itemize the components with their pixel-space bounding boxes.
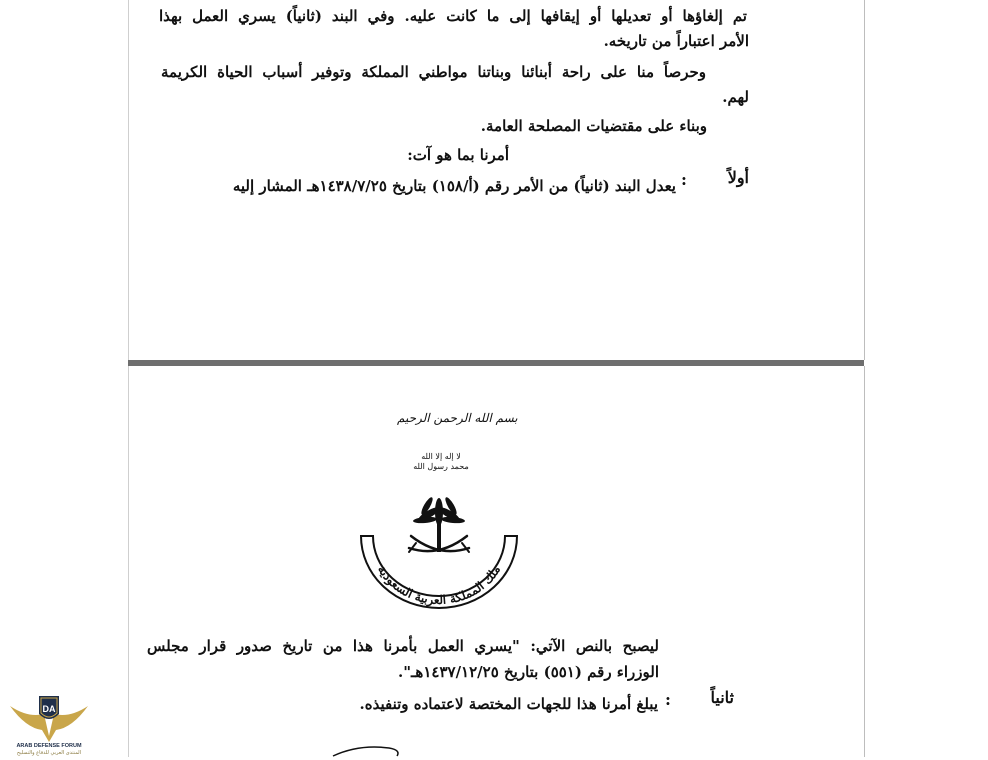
item1-label: أولاً (727, 168, 749, 187)
paragraph3: وبناء على مقتضيات المصلحة العامة. (480, 117, 707, 135)
emblem-arc-text: ملك المملكة العربية السعودية (374, 562, 504, 608)
paragraph1-line2: الأمر اعتباراً من تاريخه. (603, 32, 749, 50)
eagle-wings-icon (6, 688, 92, 756)
basmala: بسم الله الرحمن الرحيم (397, 411, 518, 425)
document-page-1 (128, 0, 865, 360)
order-heading: أمرنا بما هو آت: (407, 146, 509, 164)
shahada: لا إله إلا الله محمد رسول الله (413, 452, 469, 471)
item2-text: يبلغ أمرنا هذا للجهات المختصة لاعتماده وتنفيذه. (359, 695, 658, 713)
continued-line1: ليصبح بالنص الآتي: "يسري العمل بأمرنا هذا من تاريخ صدور قرار مجلس (147, 637, 659, 655)
paragraph1-line1: تم إلغاؤها أو تعديلها أو إيقافها إلى ما كانت عليه. وفي البند (ثانياً) يسري العمل بهذا (159, 7, 747, 25)
logo-line2: المنتدى العربي للدفاع والتسليح (16, 750, 82, 756)
paragraph2-line2: لهم. (722, 88, 749, 106)
paragraph2-line1: وحرصاً منا على راحة أبنائنا وبناتنا مواطني المملكة وتوفير أسباب الحياة الكريمة (161, 63, 706, 81)
continued-line2: الوزراء رقم (٥٥١) بتاريخ ١٤٣٧/١٢/٢٥هـ". (398, 663, 659, 681)
item2-label: ثانياً (710, 688, 734, 707)
saudi-emblem (359, 492, 519, 610)
logo-abbr: DA (42, 704, 56, 714)
logo-line1: ARAB DEFENSE FORUM (16, 743, 82, 749)
item1-text: يعدل البند (ثانياً) من الأمر رقم (أ/١٥٨) بتاريخ ١٤٣٨/٧/٢٥هـ المشار إليه (232, 177, 676, 195)
signature-mark (329, 738, 419, 757)
arab-defense-forum-logo (6, 688, 92, 756)
item1-colon: : (681, 170, 687, 189)
item2-colon: : (665, 690, 671, 709)
document-page-2 (128, 366, 865, 757)
svg-text:ملك المملكة العربية السعودية (375, 563, 503, 608)
